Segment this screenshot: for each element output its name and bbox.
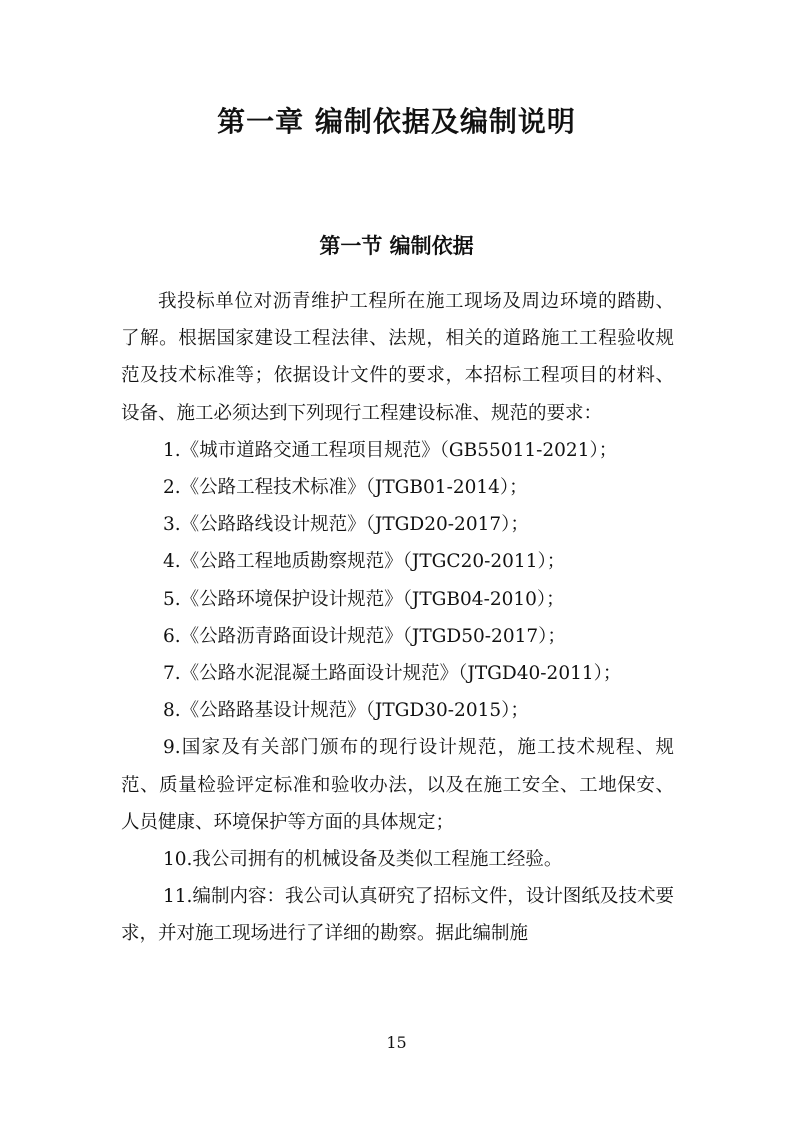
- standard-item-3: 3.《公路路线设计规范》（JTGD20-2017）；: [163, 514, 529, 536]
- intro-paragraph: 我投标单位对沥青维护工程所在施工现场及周边环境的踏勘、了解。根据国家建设工程法律、法规，相关的道路施工工程验收规范及技术标准等；依据设计文件的要求，本招标工程项目的材料、设备、施工必须达到下列现行工程建设标准、规范的要求：: [121, 291, 674, 424]
- standard-item-5: 5.《公路环境保护设计规范》（JTGB04-2010）；: [163, 588, 565, 610]
- section-title: 第一节 编制依据: [319, 234, 474, 258]
- item-11: 11.编制内容：我公司认真研究了招标文件，设计图纸及技术要求，并对施工现场进行了详细的勘察。据此编制施: [121, 886, 674, 945]
- chapter-title: 第一章 编制依据及编制说明: [217, 105, 576, 138]
- document-body: [121, 283, 674, 953]
- item-10: 10.我公司拥有的机械设备及类似工程施工经验。: [163, 849, 563, 871]
- standard-item-8: 8.《公路路基设计规范》（JTGD30-2015）；: [163, 700, 529, 722]
- standard-item-9: 9.国家及有关部门颁布的现行设计规范，施工技术规程、规范、质量检验评定标准和验收办法，以及在施工安全、工地保安、人员健康、环境保护等方面的具体规定；: [121, 737, 674, 833]
- standard-item-1: 1.《城市道路交通工程项目规范》（GB55011-2021）；: [163, 439, 618, 461]
- standard-item-4: 4.《公路工程地质勘察规范》（JTGC20-2011）；: [163, 551, 566, 573]
- standard-item-2: 2.《公路工程技术标准》（JTGB01-2014）；: [163, 477, 528, 499]
- standard-item-6: 6.《公路沥青路面设计规范》（JTGD50-2017）；: [163, 625, 566, 647]
- page-number: 15: [386, 1033, 407, 1052]
- standard-item-7: 7.《公路水泥混凝土路面设计规范》（JTGD40-2011）；: [163, 663, 622, 685]
